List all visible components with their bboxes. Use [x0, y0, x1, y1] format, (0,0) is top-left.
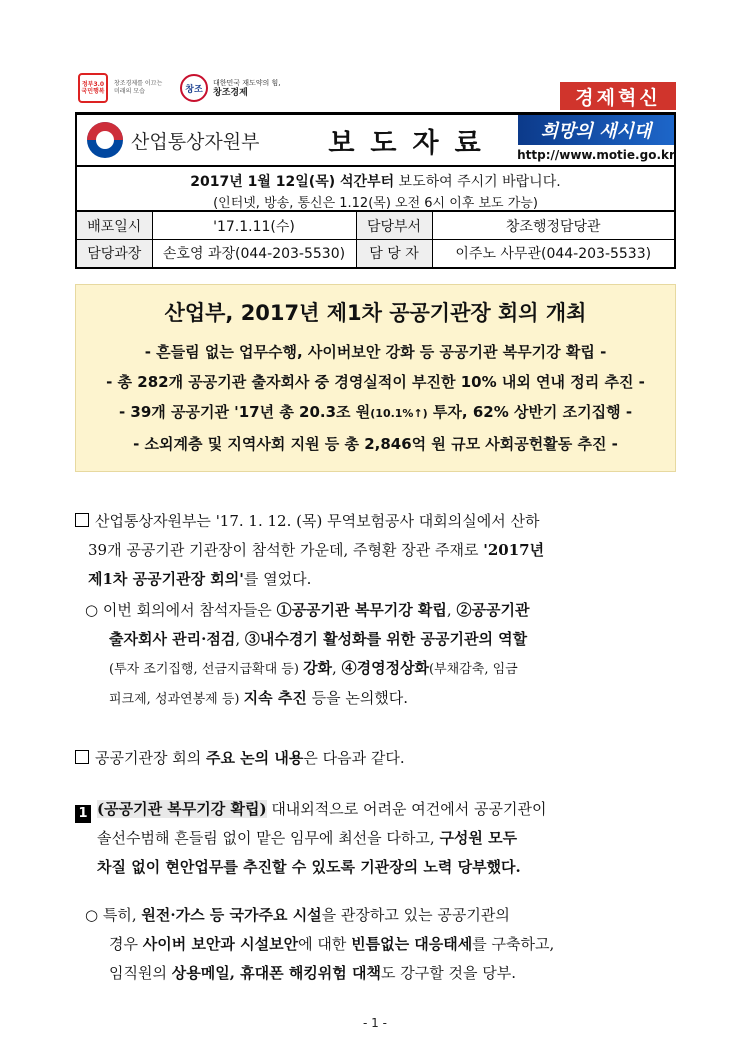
- p1-line3-bold: 제1차 공공기관장 회의': [88, 570, 244, 588]
- embargo-date: 2017년 1월 12일(목) 석간부터: [190, 174, 395, 190]
- p2-line4: [85, 684, 680, 714]
- circle-bullet-icon: ○: [85, 906, 103, 924]
- release-info-table: [75, 211, 676, 269]
- creative-economy-icon: 창조: [180, 74, 208, 102]
- s2-l1a: 특히,: [102, 906, 142, 924]
- department-label: 담당부서: [356, 212, 432, 240]
- circle-bullet-icon: ○: [85, 601, 103, 619]
- p2-l2c: ③내수경기 활성화를 위한 공공기관의 역할: [244, 630, 528, 648]
- contact-label: 담 당 자: [356, 240, 432, 268]
- embargo-notice: [75, 167, 676, 211]
- s2-l2b: 사이버 보안과 시설보안: [142, 935, 299, 953]
- contact-value: 이주노 사무관(044-203-5533): [432, 240, 675, 268]
- page-number: - 1 -: [363, 1016, 387, 1030]
- s2-l3a: 임직원의: [109, 964, 172, 982]
- gov3-logo: [78, 73, 166, 103]
- section-number-badge: 1: [75, 805, 91, 823]
- manager-value: 손호영 과장(044-203-5530): [152, 240, 356, 268]
- p2-line3: [85, 654, 680, 684]
- paragraph-1: [75, 507, 680, 594]
- p3c: 은 다음과 같다.: [303, 749, 405, 767]
- theme-banner: 경제혁신: [560, 82, 676, 110]
- s2-line2: [85, 930, 680, 959]
- embargo-line1: [77, 167, 674, 191]
- p2-l3b: 강화: [303, 659, 333, 677]
- embargo-line1-rest: 보도하여 주시기 바랍니다.: [394, 174, 561, 190]
- p3-line: [75, 744, 680, 773]
- headline-title: 산업부, 2017년 제1차 공공기관장 회의 개최: [164, 301, 587, 325]
- p2-l3e: (부채감축, 임금: [429, 662, 518, 677]
- manager-label: 담당과장: [76, 240, 152, 268]
- s1-l3b: 기관장의 노력 당부했다.: [360, 858, 521, 876]
- table-row: [76, 212, 675, 240]
- p1-line1-text: 산업통상자원부는 '17. 1. 12. (목) 무역보험공사 대회의실에서 산하: [95, 512, 540, 530]
- s2-l1b: 원전·가스 등 국가주요 시설: [141, 906, 322, 924]
- p2-l2a: 출자회사 관리·점검: [109, 630, 236, 648]
- s1-l2b: 구성원 모두: [439, 829, 518, 847]
- headline-sub4: - 소외계층 및 지역사회 지원 등 총 2,846억 원 규모 사회공헌활동 추진 -: [133, 435, 618, 453]
- headline-sub3-b: 투자, 62% 상반기 조기집행 -: [427, 403, 633, 421]
- s1-l2a: 솔선수범해 흔들림 없이 맡은 임무에 최선을 다하고,: [97, 829, 440, 847]
- p2-l2b: ,: [235, 630, 245, 648]
- creative-economy-line2: 창조경제: [213, 88, 248, 98]
- creative-economy-logo: [180, 74, 281, 102]
- paragraph-2: [85, 596, 680, 714]
- ministry-name: 산업통상자원부: [131, 130, 260, 153]
- headline-sub2: - 총 282개 공공기관 출자회사 중 경영실적이 부진한 10% 내외 연내 정리 추진 -: [106, 373, 645, 391]
- creative-economy-line1: 대한민국 재도약의 힘,: [213, 79, 281, 87]
- section-1: [75, 795, 680, 882]
- ministry-logo: [77, 115, 299, 165]
- headline-sub1: - 흔들림 없는 업무수행, 사이버보안 강화 등 공공기관 복무기강 확립 -: [144, 343, 607, 361]
- p2-l4b: 지속 추진: [243, 689, 307, 707]
- p2-l3c: ,: [332, 659, 342, 677]
- p2-l4c: 등을 논의했다.: [306, 689, 409, 707]
- s1-heading: (공공기관 복무기강 확립): [97, 800, 267, 818]
- p2-l3d: ④경영정상화: [341, 659, 430, 677]
- department-value: 창조행정담당관: [432, 212, 675, 240]
- p1-line2-bold: '2017년: [483, 541, 545, 559]
- s1-l3a: 차질 없이 현안업무를 추진할 수 있도록: [97, 858, 361, 876]
- p2-l1c: ,: [446, 601, 457, 619]
- headline-sub3-small: (10.1%↑): [370, 407, 428, 420]
- gov3-logo-text: 창조경제를 이끄는 미래의 모습: [114, 80, 163, 95]
- p2-line1: [85, 596, 680, 625]
- p3a: 공공기관장 회의: [95, 749, 206, 767]
- table-row: [76, 240, 675, 268]
- p1-line1: [75, 507, 680, 536]
- taeguk-icon: [87, 122, 123, 158]
- s2-l2e: 를 구축하고,: [472, 935, 555, 953]
- p3b: 주요 논의 내용: [205, 749, 304, 767]
- square-bullet-icon: [75, 513, 89, 527]
- creative-economy-text: [213, 78, 281, 98]
- slogan-banner: 희망의 새시대: [518, 115, 674, 145]
- s2-line3: [85, 959, 680, 988]
- p1-line2-text: 39개 공공기관 기관장이 참석한 가운데, 주형환 장관 주재로: [88, 541, 484, 559]
- s2-l2d: 빈틈없는 대응태세: [351, 935, 473, 953]
- headline-sub3-a: - 39개 공공기관 '17년 총 20.3조 원: [118, 403, 371, 421]
- p1-line3: [75, 565, 680, 594]
- s1-line1: [75, 795, 680, 824]
- s1-l1b: 대내외적으로 어려운 여건에서 공공기관이: [266, 800, 547, 818]
- p2-line2: [85, 625, 680, 654]
- press-release-header: [75, 112, 676, 167]
- doc-type-title: 보도자료: [328, 127, 497, 159]
- header-right: [518, 115, 674, 165]
- s2-l2a: 경우: [109, 935, 143, 953]
- square-bullet-icon: [75, 750, 89, 764]
- p2-l3a: (투자 조기집행, 선금지급확대 등): [109, 662, 304, 677]
- embargo-line2: (인터넷, 방송, 통신은 1.12(목) 오전 6시 이후 보도 가능): [213, 196, 538, 211]
- section-1-bullet: [85, 901, 680, 988]
- p2-l1b: ①공공기관 복무기강 확립: [276, 601, 447, 619]
- s2-l3b: 상용메일, 휴대폰 해킹위험 대책: [171, 964, 381, 982]
- s1-line2: [75, 824, 680, 853]
- paragraph-3: [75, 744, 680, 773]
- s1-line3: [75, 853, 680, 882]
- p2-l1a: 이번 회의에서 참석자들은: [102, 601, 277, 619]
- p1-line3-text: 를 열었다.: [243, 570, 312, 588]
- s2-line1: [85, 901, 680, 930]
- top-logos: [78, 70, 281, 106]
- gov3-stamp-icon: 정부3.0 국민행복: [78, 73, 108, 103]
- headline-box: [75, 284, 676, 472]
- p1-line2: [75, 536, 680, 565]
- s2-l1c: 을 관장하고 있는 공공기관의: [321, 906, 510, 924]
- p2-l4a: 피크제, 성과연봉제 등): [109, 692, 244, 707]
- s2-l2c: 에 대한: [298, 935, 352, 953]
- p2-l1d: ②공공기관: [456, 601, 530, 619]
- headline-sub3: [76, 397, 675, 429]
- release-date-label: 배포일시: [76, 212, 152, 240]
- release-date-value: '17.1.11(수): [152, 212, 356, 240]
- ministry-url[interactable]: http://www.motie.go.kr: [517, 148, 675, 162]
- s2-l3c: 도 강구할 것을 당부.: [381, 964, 516, 982]
